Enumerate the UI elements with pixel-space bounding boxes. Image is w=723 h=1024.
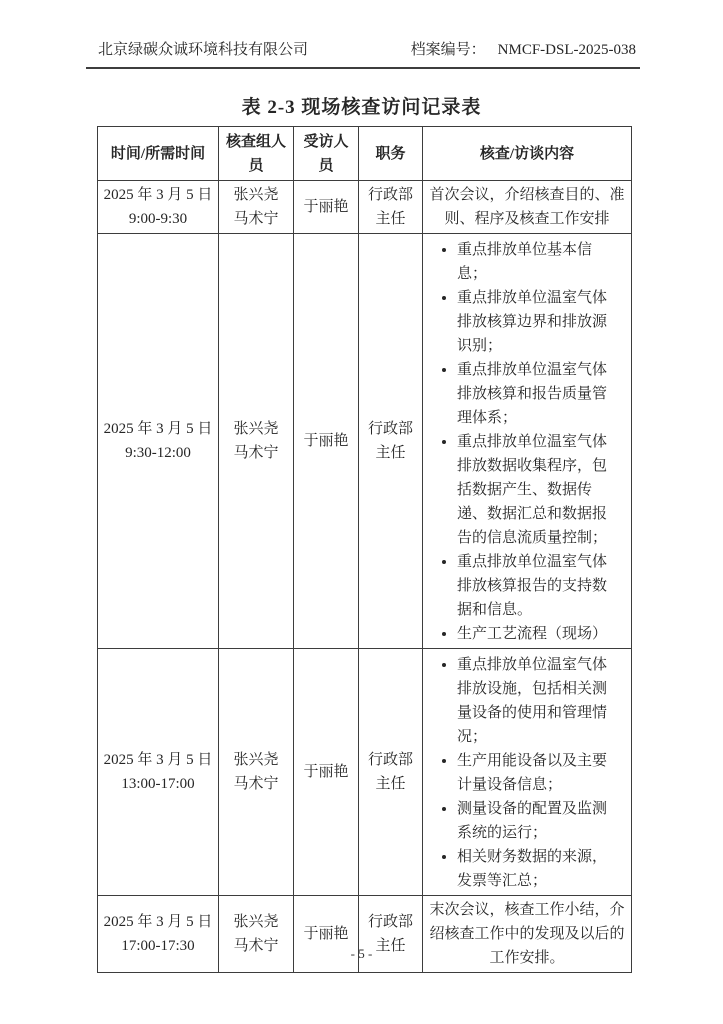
auditors-cell [219, 181, 294, 234]
time-cell [98, 234, 219, 649]
position-cell [359, 234, 423, 649]
table-row [98, 649, 632, 896]
time-cell [98, 649, 219, 896]
column-header-time: 时间/所需时间 [98, 127, 219, 181]
position-text: 行政部 [367, 187, 413, 203]
table-row [98, 181, 632, 234]
time-cell [98, 181, 219, 234]
content-cell [423, 234, 632, 649]
auditor-name: 张兴尧 [233, 187, 279, 203]
position-text: 行政部 [367, 752, 413, 768]
content-cell [423, 649, 632, 896]
column-header-content: 核查/访谈内容 [423, 127, 632, 181]
position-text: 主任 [375, 776, 406, 792]
bullet-list [429, 653, 625, 893]
interview-record-table [97, 126, 632, 973]
time-range-text: 9:00-9:30 [128, 211, 188, 227]
bullet-item: • 重点排放单位温室气体排放设施，包括相关测量设备的使用和管理情况； [457, 653, 609, 749]
time-range-text: 9:30-12:00 [125, 445, 191, 461]
column-header-position: 职务 [359, 127, 423, 181]
position-text: 行政部 [367, 421, 413, 437]
bullet-item: • 重点排放单位基本信息； [457, 238, 609, 286]
header-row [98, 127, 632, 181]
position-text: 主任 [375, 445, 406, 461]
bullet-item: • 重点排放单位温室气体排放核算边界和排放源识别； [457, 286, 609, 358]
interviewee-cell: 于丽艳 [294, 896, 359, 973]
auditors-cell [219, 649, 294, 896]
bullet-item: • 测量设备的配置及监测系统的运行； [457, 797, 609, 845]
position-cell [359, 181, 423, 234]
table-head [98, 127, 632, 181]
content-cell: 首次会议，介绍核查目的、准则、程序及核查工作安排 [423, 181, 632, 234]
content-cell: 末次会议，核查工作小结，介绍核查工作中的发现及以后的工作安排。 [423, 896, 632, 973]
auditor-name: 张兴尧 [233, 914, 279, 930]
date-text: 2025 年 3 月 5 日 [103, 914, 213, 930]
time-range-text: 17:00-17:30 [121, 938, 195, 954]
bullet-item: • 生产用能设备以及主要计量设备信息； [457, 749, 609, 797]
bullet-item: • 相关财务数据的来源，发票等汇总； [457, 845, 609, 893]
auditor-name: 马术宁 [233, 938, 279, 954]
interviewee-cell: 于丽艳 [294, 181, 359, 234]
date-text: 2025 年 3 月 5 日 [103, 752, 213, 768]
column-header-interviewee: 受访人员 [294, 127, 359, 181]
table-row [98, 234, 632, 649]
auditor-name: 马术宁 [233, 776, 279, 792]
company-name: 北京绿碳众诚环境科技有限公司 [98, 42, 309, 58]
archive-number-label: 档案编号： [410, 42, 486, 58]
page-header [86, 40, 640, 69]
bullet-list [429, 238, 625, 646]
auditors-cell [219, 234, 294, 649]
auditor-name: 张兴尧 [233, 752, 279, 768]
column-header-auditors: 核查组人员 [219, 127, 294, 181]
bullet-item: • 重点排放单位温室气体排放数据收集程序，包括数据产生、数据传递、数据汇总和数据报告的信息流质量控制； [457, 430, 609, 550]
archive-number-group [411, 40, 636, 60]
archive-number-value: NMCF-DSL-2025-038 [497, 42, 636, 58]
auditor-name: 张兴尧 [233, 421, 279, 437]
bullet-item: • 重点排放单位温室气体排放核算报告的支持数据和信息。 [457, 550, 609, 622]
bullet-item: • 生产工艺流程（现场） [457, 622, 609, 646]
table-body [98, 181, 632, 973]
bullet-item: • 重点排放单位温室气体排放核算和报告质量管理体系； [457, 358, 609, 430]
table-title: 表 2-3 现场核查访问记录表 [241, 97, 482, 118]
auditor-name: 马术宁 [233, 445, 279, 461]
position-cell [359, 649, 423, 896]
page-number: - 5 - [350, 946, 373, 961]
position-text: 行政部 [367, 914, 413, 930]
position-text: 主任 [375, 938, 406, 954]
interviewee-cell: 于丽艳 [294, 234, 359, 649]
date-text: 2025 年 3 月 5 日 [103, 421, 213, 437]
auditor-name: 马术宁 [233, 211, 279, 227]
time-range-text: 13:00-17:00 [121, 776, 195, 792]
position-text: 主任 [375, 211, 406, 227]
interviewee-cell: 于丽艳 [294, 649, 359, 896]
date-text: 2025 年 3 月 5 日 [103, 187, 213, 203]
